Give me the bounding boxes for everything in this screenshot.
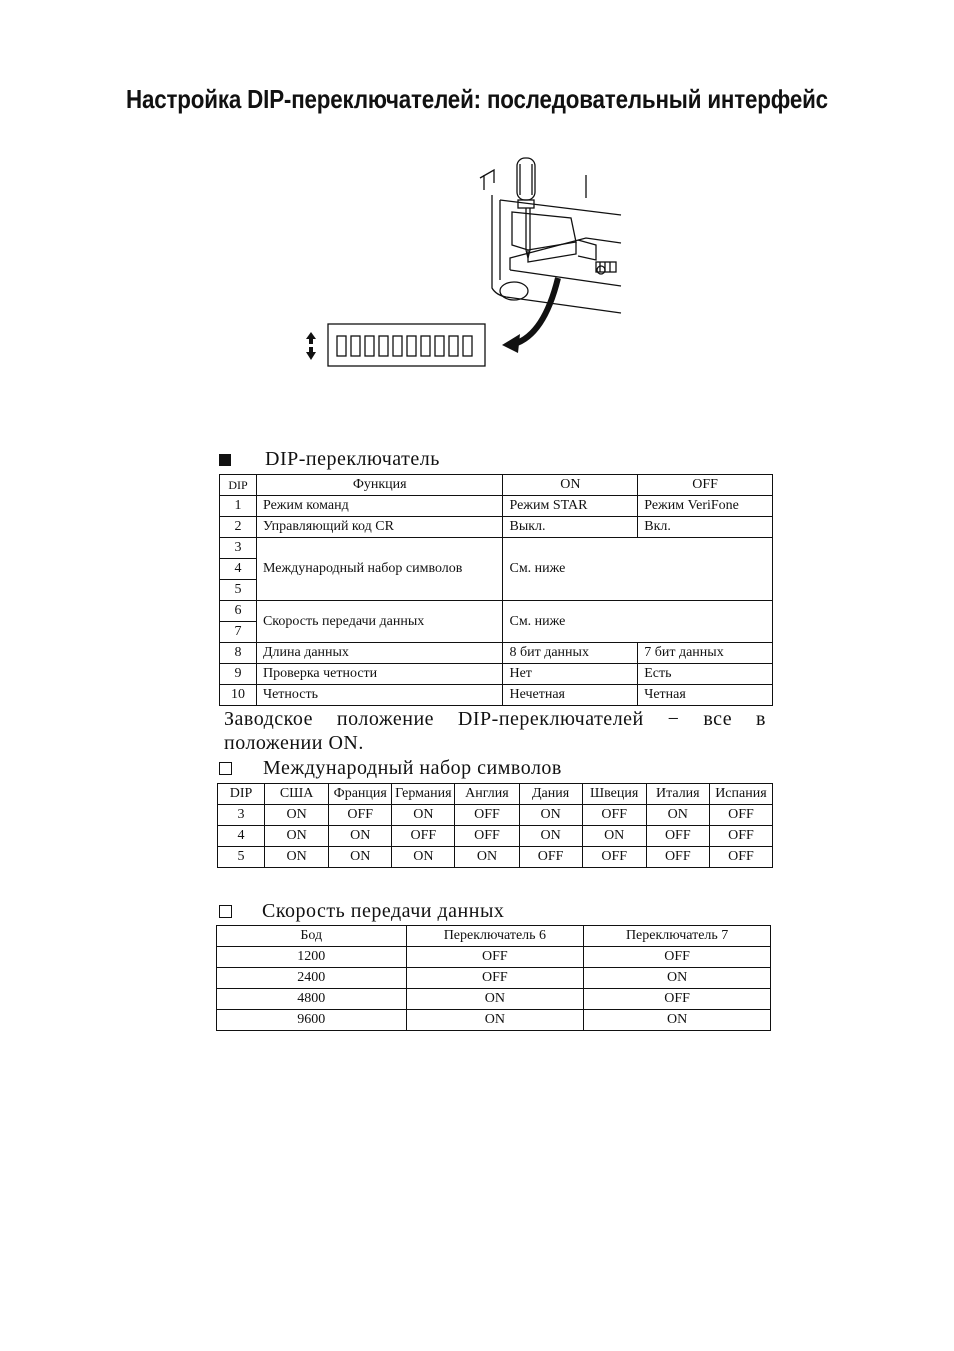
open-square-icon [219, 905, 232, 918]
page-title: Настройка DIP-переключателей: последовательный интерфейс [126, 84, 828, 114]
table-row: 1 Режим команд Режим STAR Режим VeriFone [220, 496, 773, 517]
table-row: 5 ON ON ON ON OFF OFF OFF OFF [218, 847, 773, 868]
table-row: 3 Международный набор символов См. ниже [220, 538, 773, 559]
table-row: 3 ON OFF ON OFF ON OFF ON OFF [218, 805, 773, 826]
baud-section-heading: Скорость передачи данных [219, 900, 504, 923]
charset-section-heading: Международный набор символов [219, 757, 562, 780]
table-row: 2400 OFF ON [217, 968, 771, 989]
table-row: 6 Скорость передачи данных См. ниже [220, 601, 773, 622]
dip-switch-illustration [296, 150, 636, 375]
table-row: 1200 OFF OFF [217, 947, 771, 968]
baud-table [216, 925, 771, 1031]
table-row: 7 [220, 622, 773, 643]
table-header-row: DIP Функция ON OFF [220, 475, 773, 496]
open-square-icon [219, 762, 232, 775]
table-row: 5 [220, 580, 773, 601]
table-row: 4 [220, 559, 773, 580]
table-header-row: Бод Переключатель 6 Переключатель 7 [217, 926, 771, 947]
dip-section-heading: DIP-переключатель [219, 448, 440, 471]
filled-square-icon [219, 454, 231, 466]
table-row: 9 Проверка четности Нет Есть [220, 664, 773, 685]
table-row: 4800 ON OFF [217, 989, 771, 1010]
table-header-row: DIP США Франция Германия Англия Дания Швеция Италия Испания [218, 784, 773, 805]
table-row: 2 Управляющий код CR Выкл. Вкл. [220, 517, 773, 538]
table-row: 9600 ON ON [217, 1010, 771, 1031]
factory-default-note: Заводское положение DIP-переключателей − все в положении ON. [224, 708, 766, 754]
table-row: 4 ON ON OFF OFF ON ON OFF OFF [218, 826, 773, 847]
charset-table [217, 783, 773, 868]
dip-table [219, 474, 773, 706]
table-row: 10 Четность Нечетная Четная [220, 685, 773, 706]
table-row: 8 Длина данных 8 бит данных 7 бит данных [220, 643, 773, 664]
